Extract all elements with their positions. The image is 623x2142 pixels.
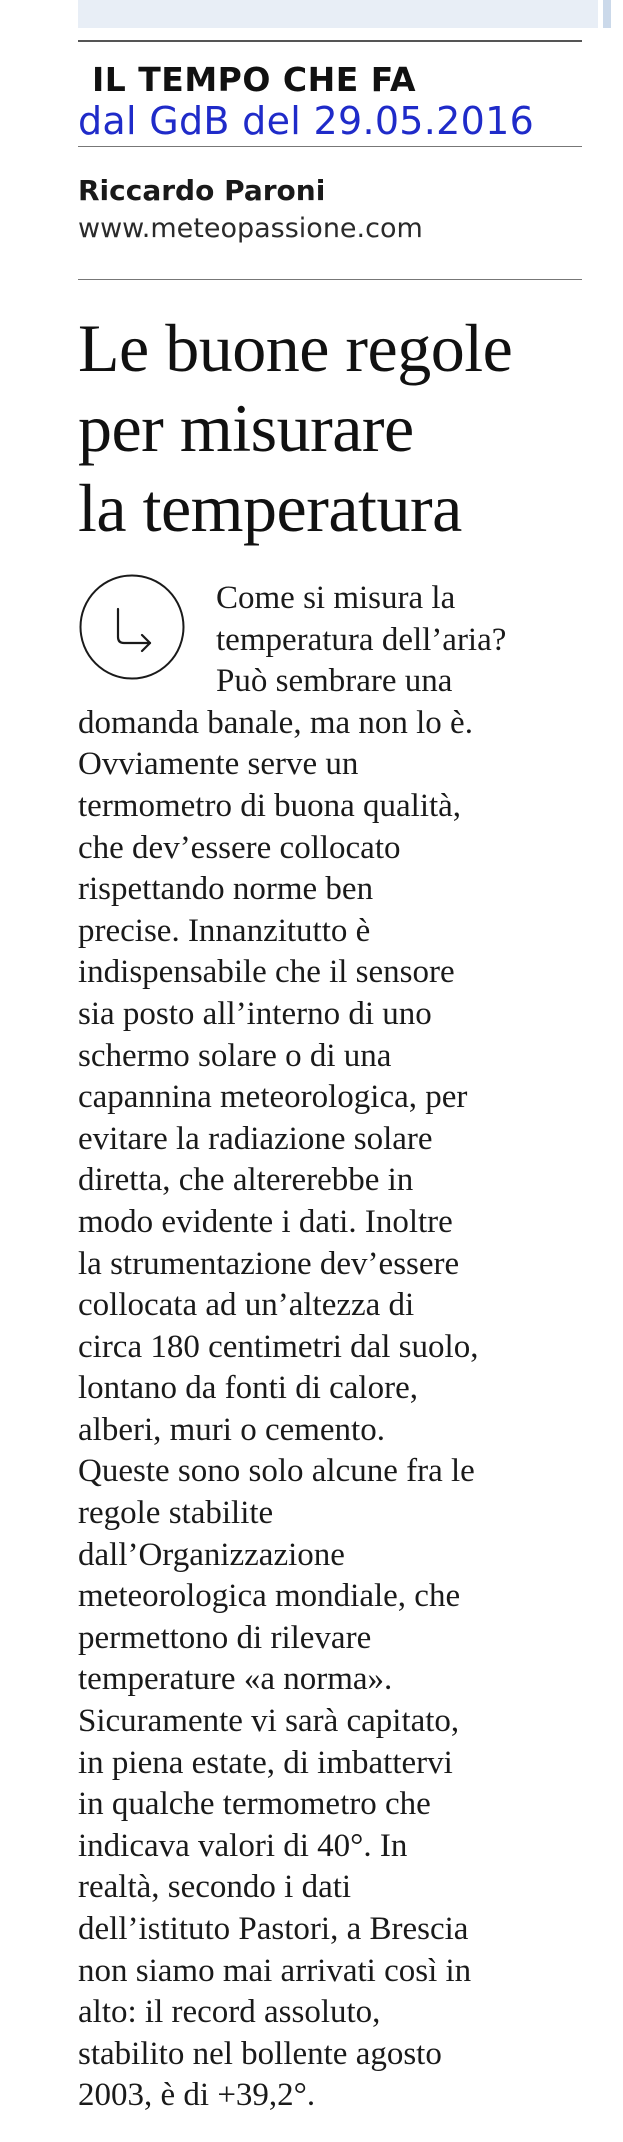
body-line: circa 180 centimetri dal suolo, [78, 1328, 479, 1365]
dateline: dal GdB del 29.05.2016 [78, 99, 535, 143]
top-bar-edge [603, 0, 611, 28]
body-line: dall’Organizzazione [78, 1536, 345, 1573]
body-line: Può sembrare una [216, 663, 453, 700]
body-line: la strumentazione dev’essere [78, 1245, 460, 1282]
body-line: non siamo mai arrivati così in [78, 1952, 472, 1989]
body-line: lontano da fonti di calore, [78, 1370, 418, 1407]
section-title: IL TEMPO CHE FA [92, 60, 417, 99]
body-line: sia posto all’interno di uno [78, 995, 432, 1032]
body-line: che dev’essere collocato [78, 829, 401, 866]
headline-line: la temperatura [78, 470, 462, 546]
body-line: diretta, che altererebbe in [78, 1162, 414, 1199]
body-line: Ovviamente serve un [78, 746, 359, 783]
body-line: in piena estate, di imbattervi [78, 1744, 453, 1781]
body-line: domanda banale, ma non lo è. [78, 704, 473, 741]
headline [78, 308, 512, 548]
body-line: 2003, è di +39,2°. [78, 2077, 316, 2114]
byline-divider [78, 279, 582, 280]
body-line: Come si misura la [216, 580, 456, 616]
body-line: Queste sono solo alcune fra le [78, 1453, 475, 1490]
body-line: capannina meteorologica, per [78, 1079, 468, 1116]
body-line: alberi, muri o cemento. [78, 1411, 385, 1448]
body-line: rispettando norme ben [78, 871, 374, 908]
author-website: www.meteopassione.com [78, 213, 423, 244]
article-body [78, 578, 618, 2117]
body-line: precise. Innanzitutto è [78, 912, 371, 949]
body-line: indicava valori di 40°. In [78, 1827, 408, 1864]
body-line: alto: il record assoluto, [78, 1994, 381, 2031]
body-line: stabilito nel bollente agosto [78, 2035, 442, 2072]
headline-line: per misurare [78, 390, 414, 466]
body-line: in qualche termometro che [78, 1786, 431, 1823]
body-line: realtà, secondo i dati [78, 1869, 352, 1906]
body-line: dell’istituto Pastori, a Brescia [78, 1911, 469, 1947]
body-line: permettono di rilevare [78, 1619, 372, 1656]
body-line: termometro di buona qualità, [78, 787, 462, 824]
body-line: regole stabilite [78, 1495, 274, 1532]
body-line: Sicuramente vi sarà capitato, [78, 1703, 460, 1740]
headline-line: Le buone regole [78, 310, 513, 386]
body-line: modo evidente i dati. Inoltre [78, 1203, 453, 1240]
author-name: Riccardo Paroni [78, 174, 326, 207]
body-line: evitare la radiazione solare [78, 1120, 433, 1157]
body-line: meteorologica mondiale, che [78, 1578, 461, 1615]
body-line: temperature «a norma». [78, 1661, 393, 1698]
body-line: schermo solare o di una [78, 1037, 392, 1074]
header-divider [78, 146, 582, 147]
body-line: temperatura dell’aria? [216, 621, 507, 658]
body-line: collocata ad un’altezza di [78, 1287, 415, 1324]
top-bar [78, 0, 598, 28]
body-line: indispensabile che il sensore [78, 954, 455, 991]
top-rule [78, 40, 582, 42]
